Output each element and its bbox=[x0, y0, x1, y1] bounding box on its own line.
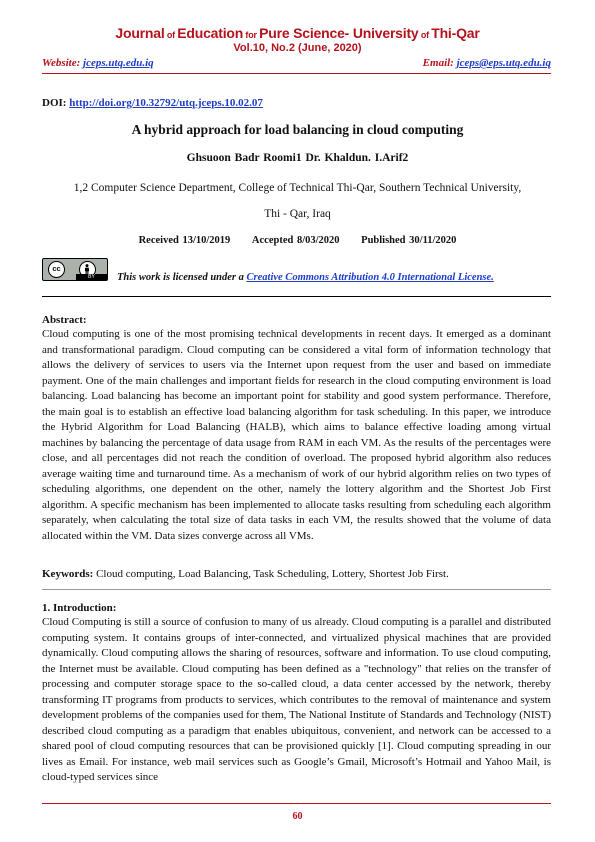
license-statement bbox=[117, 272, 494, 283]
email-link[interactable]: jceps@eps.utq.edu.iq bbox=[456, 57, 551, 69]
license-link[interactable]: Creative Commons Attribution 4.0 International License. bbox=[246, 272, 494, 283]
affiliation-line-2: Thi - Qar, Iraq bbox=[264, 208, 331, 220]
paper-title: A hybrid approach for load balancing in cloud computing bbox=[131, 122, 464, 137]
journal-title-part: Thi-Qar bbox=[431, 25, 480, 41]
keywords-line bbox=[42, 567, 551, 583]
abstract-heading: Abstract: bbox=[42, 314, 87, 326]
journal-title-part: Education bbox=[177, 25, 244, 41]
introduction-heading: 1. Introduction: bbox=[42, 602, 117, 614]
by-label: BY bbox=[76, 274, 107, 280]
doi-label: DOI: bbox=[42, 97, 70, 109]
keywords-list: Cloud computing, Load Balancing, Task Scheduling, Lottery, Shortest Job First. bbox=[93, 568, 449, 580]
email-line bbox=[423, 57, 551, 69]
affiliation-line-1: 1,2 Computer Science Department, College of Technical Thi-Qar, Southern Technical University, bbox=[73, 182, 522, 194]
journal-title-part: Pure Science- University bbox=[259, 25, 419, 41]
introduction-body: Cloud Computing is still a source of confusion to many of us already. Cloud computing is a parallel and distributed computing system. It contains groups of inter-connected, and virtualized physical machines that are provided dynamically. Cloud computing allows the sharing of resources, software and information. To use cloud computing, the Internet must be available. Cloud computing has been defined as a "technology" that relies on the transfer of processing and computer storage space to the so-called cloud, a data center accessed by the network, thereby transforming IT programs from products to services, which contributes to the removal of maintenance and system development problems of the companies used for them, The National Institute of Standards and Technology (NIST) described cloud computing as a paradigm that enables ubiquitous, convenient, and network can be accessed to a shared pool of cloud computing resources that can be provisioned quickly [1]. Cloud computing spreading in our lives as Email. For instance, web mail services such as Google’s Gmail, Microsoft’s Hotmail and Yahoo Mail, is cloud-typed services since bbox=[42, 616, 551, 783]
journal-volume: Vol.10, No.2 (June, 2020) bbox=[233, 42, 362, 54]
journal-contact-row bbox=[42, 57, 551, 71]
abstract-body: Cloud computing is one of the most promising technical developments in recent days. It emerged as a dominant and transformational paradigm. Cloud computing can be considered a vital form of information technology that allows the delivery of services to users via the Internet upon request from the user and based on immediate payment. One of the main challenges and important fields for research in the cloud computing environment is load balancing. Load balancing has become an important point for stability and good system performance. Therefore, the main goal is to establish an effective load balancing algorithm for task scheduling. In this paper, we introduce the Hybrid Algorithm for Load Balancing (HALB), which aims to balance effective loading among virtual machines by balancing the percentage of data usage from RAM in each VM. As the results of the percentages were close, and all percentages did not reach the condition of overload. The proposed hybrid algorithm also reduces average waiting time and turnaround time. As a mechanism of work of our hybrid algorithm relies on two types of scheduling algorithms, one dependent on the other, namely the lottery algorithm and the Shortest Job First algorithm. A specific mechanism has been implemented to allocate tasks resulting from scheduling each algorithm separately, when calculating the total size of data tasks in each VM, the results showed that the volume of data allocated within the VM. Data sizes converge across all VMs. bbox=[42, 328, 551, 542]
received-date: Received 13/10/2019 bbox=[138, 235, 231, 246]
published-date: Published 30/11/2020 bbox=[361, 235, 457, 246]
license-prefix: This work is licensed under a bbox=[117, 272, 247, 283]
author-list: Ghsuoon Badr Roomi1 Dr. Khaldun. I.Arif2 bbox=[186, 152, 409, 164]
website-link[interactable]: jceps.utq.edu.iq bbox=[83, 57, 154, 69]
accepted-date: Accepted 8/03/2020 bbox=[251, 235, 340, 246]
journal-title-part: Journal bbox=[115, 25, 165, 41]
journal-title-connector: for bbox=[243, 30, 260, 40]
journal-title bbox=[0, 25, 595, 41]
article-dates bbox=[0, 235, 595, 246]
journal-title-connector: of bbox=[418, 30, 432, 40]
email-label: Email: bbox=[422, 57, 457, 69]
abstract-divider bbox=[42, 589, 551, 590]
website-label: Website: bbox=[42, 57, 84, 69]
creative-commons-icon: cc bbox=[48, 261, 65, 278]
cc-by-license-icon[interactable] bbox=[42, 258, 108, 281]
website-line bbox=[42, 57, 154, 69]
doi-link[interactable]: http://doi.org/10.32792/utq.jceps.10.02.07 bbox=[69, 97, 263, 109]
doi-line bbox=[42, 97, 263, 109]
keywords-label: Keywords: bbox=[42, 568, 94, 580]
footer-divider bbox=[42, 803, 551, 804]
page-number: 60 bbox=[292, 811, 303, 822]
header-divider bbox=[42, 73, 551, 74]
journal-title-connector: of bbox=[164, 30, 178, 40]
front-matter-divider bbox=[42, 296, 551, 297]
